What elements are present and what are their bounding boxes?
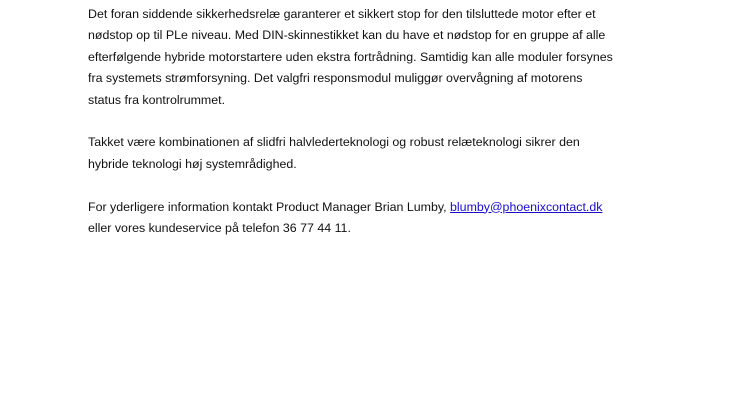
text-line: nødstop op til PLe niveau. Med DIN-skinnestikket kan du have et nødstop for en gruppe af alle: [88, 28, 606, 43]
paragraph-spacer: [88, 111, 648, 132]
paragraph-spacer: [88, 175, 648, 196]
paragraph-safety-relay: [88, 4, 648, 111]
contact-prefix: For yderligere information kontakt Product Manager Brian Lumby,: [88, 199, 451, 214]
paragraph-contact: [88, 197, 648, 240]
text-line: Det foran siddende sikkerhedsrelæ garanterer et sikkert stop for den tilsluttede motor efter et: [88, 7, 596, 21]
paragraph-hybrid-technology: [88, 132, 648, 175]
contact-line-phone: eller vores kundeservice på telefon 36 77 44 11.: [88, 220, 351, 235]
text-line: hybride teknologi høj systemrådighed.: [88, 156, 297, 171]
document-body: [88, 4, 648, 239]
text-line: status fra kontrolrummet.: [88, 92, 226, 107]
text-line: Takket være kombinationen af slidfri halvlederteknologi og robust relæteknologi sikrer den: [88, 135, 580, 150]
contact-line: [88, 197, 648, 218]
text-line: fra systemets strømforsyning. Det valgfri responsmodul muliggør overvågning af motorens: [88, 71, 583, 86]
email-link[interactable]: blumby@phoenixcontact.dk: [450, 199, 603, 214]
text-line: efterfølgende hybride motorstartere uden ekstra fortrådning. Samtidig kan alle moduler forsynes: [88, 49, 613, 64]
